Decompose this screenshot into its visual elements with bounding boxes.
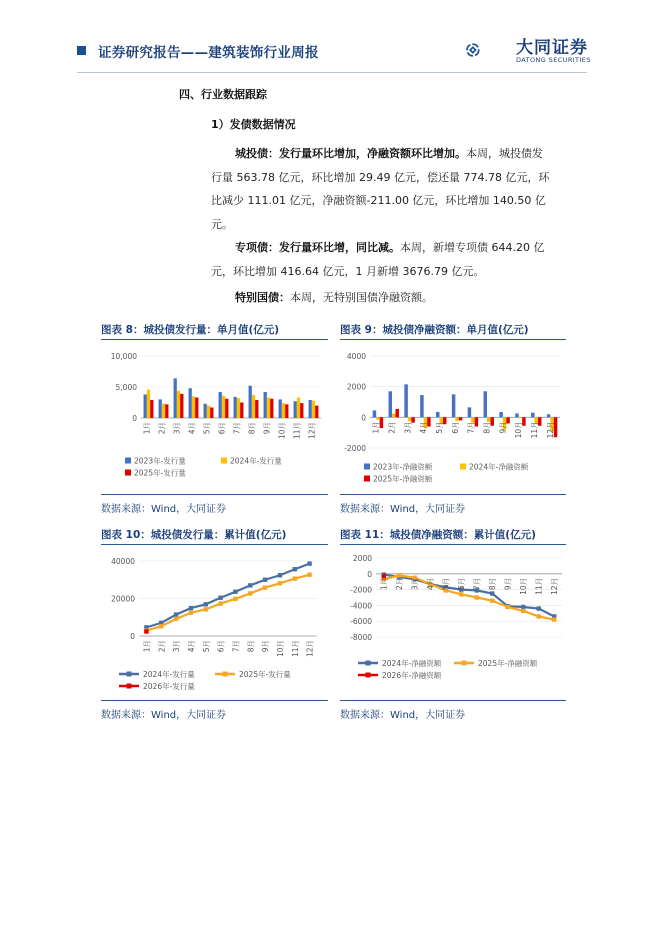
data-point xyxy=(233,597,237,601)
data-point xyxy=(218,601,222,605)
legend-label: 2024年-发行量 xyxy=(143,670,195,679)
x-tick-label: 2月 xyxy=(395,577,405,591)
data-point xyxy=(174,617,178,621)
data-point xyxy=(490,598,494,602)
paragraph-lead: 城投债：发行量环比增加，净融资额环比增加。 xyxy=(235,147,466,160)
legend-swatch xyxy=(221,458,227,464)
legend-label: 2026年-净融资额 xyxy=(382,671,442,680)
legend-swatch xyxy=(125,470,131,476)
bar xyxy=(237,398,240,418)
figure-8-rule xyxy=(101,339,328,340)
bar xyxy=(468,407,471,417)
data-point xyxy=(537,606,541,610)
bar xyxy=(373,410,376,417)
paragraph-body: 本周，无特别国债净融资额。 xyxy=(290,291,433,304)
x-tick-label: 9月 xyxy=(262,422,272,435)
y-tick-label: 0 xyxy=(367,569,372,579)
bar xyxy=(420,395,423,417)
legend-swatch-marker xyxy=(366,673,371,678)
data-point xyxy=(552,617,556,621)
legend-label: 2024年-净融资额 xyxy=(382,659,442,668)
x-tick-label: 6月 xyxy=(457,577,467,591)
figure-10-source: 数据来源：Wind，大同证券 xyxy=(101,710,227,721)
figure-11-source: 数据来源：Wind，大同证券 xyxy=(340,710,466,721)
x-tick-label: 10月 xyxy=(519,577,529,595)
legend-swatch xyxy=(460,464,466,470)
bar xyxy=(204,404,207,418)
bar xyxy=(499,412,502,417)
bar xyxy=(294,401,297,418)
x-tick-label: 6月 xyxy=(217,422,227,435)
x-tick-label: 1月 xyxy=(142,640,152,653)
data-point xyxy=(204,602,208,606)
data-point xyxy=(293,576,297,580)
figure-10-chart xyxy=(101,547,328,697)
bar xyxy=(459,417,462,420)
bar xyxy=(192,396,195,418)
legend-label: 2024年-净融资额 xyxy=(469,462,529,472)
bar xyxy=(159,399,162,418)
figure-8-chart xyxy=(101,342,328,492)
bar xyxy=(147,389,150,418)
figure-10-bottom-rule xyxy=(101,700,328,701)
bar xyxy=(376,417,379,419)
x-tick-label: 6月 xyxy=(450,421,460,434)
bar xyxy=(225,399,228,418)
legend-label: 2025年-净融资额 xyxy=(478,659,538,668)
legend-swatch xyxy=(125,458,131,464)
data-point xyxy=(307,561,311,565)
figure-11-bottom-rule xyxy=(340,700,566,701)
paragraph-zhuanxiang xyxy=(211,236,551,283)
bar xyxy=(264,392,267,418)
section-heading: 四、行业数据跟踪 xyxy=(179,88,267,101)
bar xyxy=(455,417,458,421)
legend-swatch xyxy=(364,476,370,482)
bar xyxy=(180,394,183,418)
data-point xyxy=(537,614,541,618)
x-tick-label: 5月 xyxy=(201,640,211,653)
bar xyxy=(312,401,315,418)
bar xyxy=(240,403,243,419)
x-tick-label: 7月 xyxy=(466,421,476,434)
data-point xyxy=(263,578,267,582)
x-tick-label: 11月 xyxy=(290,640,300,658)
x-tick-label: 12月 xyxy=(545,421,555,439)
legend-label: 2026年-发行量 xyxy=(143,682,195,691)
x-tick-label: 8月 xyxy=(246,640,256,653)
y-tick-label: 20000 xyxy=(111,594,135,604)
y-tick-label: 40000 xyxy=(111,557,135,566)
datong-logo-icon xyxy=(466,30,514,70)
y-tick-label: 2000 xyxy=(346,382,366,392)
data-point xyxy=(278,581,282,585)
x-tick-label: 9月 xyxy=(498,421,508,434)
bar xyxy=(282,403,285,418)
x-tick-label: 6月 xyxy=(216,640,226,653)
x-tick-label: 7月 xyxy=(232,422,242,435)
x-tick-label: 9月 xyxy=(261,640,271,653)
x-tick-label: 3月 xyxy=(172,640,182,653)
bar xyxy=(144,394,147,418)
bar xyxy=(255,400,258,418)
bar xyxy=(300,403,303,418)
y-tick-label: 2000 xyxy=(352,554,372,563)
bar xyxy=(484,391,487,417)
paragraph-lead: 特别国债： xyxy=(235,291,290,304)
logo-subtext: DATONG SECURITIES xyxy=(516,56,591,64)
x-tick-label: 3月 xyxy=(172,422,182,435)
bar xyxy=(487,417,490,422)
x-tick-label: 2月 xyxy=(157,422,167,435)
y-tick-label: 0 xyxy=(361,413,366,423)
data-point xyxy=(144,629,148,633)
x-tick-label: 10月 xyxy=(514,421,524,439)
bar xyxy=(408,417,411,421)
x-tick-label: 4月 xyxy=(187,422,197,435)
bar xyxy=(267,398,270,418)
data-point xyxy=(174,612,178,616)
figure-9-title: 图表 9：城投债净融资额：单月值(亿元) xyxy=(340,324,529,336)
y-tick-label: 10,000 xyxy=(110,352,137,361)
data-point xyxy=(159,624,163,628)
data-point xyxy=(263,585,267,589)
figure-8-source: 数据来源：Wind，大同证券 xyxy=(101,504,227,515)
bar xyxy=(222,396,225,418)
data-point xyxy=(189,611,193,615)
legend-swatch-marker xyxy=(127,672,132,677)
x-tick-label: 12月 xyxy=(305,640,315,658)
paragraph-body: 本周，城投债发行量 563.78 亿元，环比增加 29.49 亿元，偿还量 774.78 亿元，环比减少 111.01 亿元，净融资额-211.00 亿元，环比增加 140.50 亿元。 xyxy=(211,147,550,231)
subsection-heading: 1）发债数据情况 xyxy=(211,118,296,131)
x-tick-label: 1月 xyxy=(371,421,381,434)
data-point xyxy=(278,573,282,577)
figure-9-source: 数据来源：Wind，大同证券 xyxy=(340,504,466,515)
figure-11-rule xyxy=(340,544,566,545)
x-tick-label: 4月 xyxy=(419,421,429,434)
bar xyxy=(452,394,455,417)
header-divider xyxy=(77,72,587,73)
figure-8-bottom-rule xyxy=(101,494,328,495)
bar xyxy=(252,395,255,418)
data-point xyxy=(248,591,252,595)
paragraph-lead: 专项债：发行量环比增，同比减。 xyxy=(235,241,400,254)
data-point xyxy=(521,605,525,609)
bar xyxy=(279,399,282,418)
legend-label: 2025年-净融资额 xyxy=(373,474,433,484)
bar xyxy=(249,386,252,418)
x-tick-label: 5月 xyxy=(435,421,445,434)
x-tick-label: 2月 xyxy=(387,421,397,434)
x-tick-label: 10月 xyxy=(275,640,285,658)
data-point xyxy=(521,609,525,613)
x-tick-label: 7月 xyxy=(472,577,482,591)
series-line xyxy=(146,575,309,631)
x-tick-label: 5月 xyxy=(202,422,212,435)
bar xyxy=(195,398,198,418)
y-tick-label: 4000 xyxy=(346,352,366,361)
legend-label: 2024年-发行量 xyxy=(230,456,282,466)
bar xyxy=(234,397,237,418)
bar xyxy=(315,406,318,418)
y-tick-label: -4000 xyxy=(350,601,372,611)
bar xyxy=(392,414,395,418)
bar xyxy=(150,400,153,418)
x-tick-label: 11月 xyxy=(534,577,544,595)
data-point xyxy=(233,590,237,594)
bar xyxy=(547,414,550,417)
x-tick-label: 1月 xyxy=(379,577,389,591)
y-tick-label: -6000 xyxy=(350,617,372,627)
data-point xyxy=(506,605,510,609)
x-tick-label: 12月 xyxy=(550,577,560,595)
header-marker xyxy=(77,46,86,55)
paragraph-chengtou xyxy=(211,142,551,236)
bar xyxy=(519,417,522,418)
figure-10-title: 图表 10：城投债发行量：累计值(亿元) xyxy=(101,529,287,541)
x-tick-label: 8月 xyxy=(482,421,492,434)
figure-9-rule xyxy=(340,339,566,340)
x-tick-label: 8月 xyxy=(488,577,498,591)
figure-9-bottom-rule xyxy=(340,494,566,495)
bar xyxy=(207,406,210,418)
bar xyxy=(297,398,300,418)
bar xyxy=(436,412,439,417)
bar xyxy=(162,404,165,418)
data-point xyxy=(307,572,311,576)
legend-swatch-marker xyxy=(462,661,467,666)
paragraph-tebie xyxy=(211,286,551,310)
legend-label: 2023年-发行量 xyxy=(134,456,186,466)
figure-10-rule xyxy=(101,544,328,545)
x-tick-label: 3月 xyxy=(403,421,413,434)
legend-label: 2025年-发行量 xyxy=(134,468,186,478)
x-tick-label: 4月 xyxy=(186,640,196,653)
bar xyxy=(515,414,518,418)
x-tick-label: 7月 xyxy=(231,640,241,653)
y-tick-label: -2000 xyxy=(350,585,372,595)
x-tick-label: 12月 xyxy=(307,422,317,440)
legend-swatch-marker xyxy=(366,661,371,666)
x-tick-label: 1月 xyxy=(142,422,152,435)
series-line xyxy=(146,564,309,628)
x-tick-label: 10月 xyxy=(277,422,287,440)
y-tick-label: -2000 xyxy=(344,444,366,453)
bar xyxy=(165,404,168,418)
bar xyxy=(177,391,180,418)
legend-label: 2025年-发行量 xyxy=(239,670,291,679)
bar xyxy=(285,404,288,418)
data-point xyxy=(397,573,401,577)
report-title: 证券研究报告——建筑装饰行业周报 xyxy=(98,45,319,61)
data-point xyxy=(293,567,297,571)
x-tick-label: 11月 xyxy=(530,421,540,439)
bar xyxy=(389,391,392,417)
bar xyxy=(210,407,213,418)
x-tick-label: 8月 xyxy=(247,422,257,435)
data-point xyxy=(382,574,386,578)
bar xyxy=(174,378,177,418)
paragraph-body: 本周，新增专项债 644.20 亿元，环比增加 416.64 亿元，1 月新增 3676.79 亿元。 xyxy=(211,241,545,278)
bar xyxy=(219,392,222,418)
data-point xyxy=(475,595,479,599)
x-tick-label: 11月 xyxy=(292,422,302,440)
logo-text: 大同证券 xyxy=(516,38,588,58)
y-tick-label: 5,000 xyxy=(115,383,137,392)
bar xyxy=(404,384,407,417)
legend-swatch xyxy=(364,464,370,470)
x-tick-label: 4月 xyxy=(426,577,436,591)
data-point xyxy=(490,591,494,595)
x-tick-label: 5月 xyxy=(441,577,451,591)
data-point xyxy=(189,606,193,610)
figure-9-chart xyxy=(340,342,566,492)
legend-swatch-marker xyxy=(223,672,228,677)
figure-11-title: 图表 11：城投债净融资额：累计值(亿元) xyxy=(340,529,536,541)
y-tick-label: 0 xyxy=(130,632,135,641)
x-tick-label: 2月 xyxy=(157,640,167,653)
y-tick-label: -8000 xyxy=(350,633,372,642)
data-point xyxy=(248,583,252,587)
series-line xyxy=(384,575,555,619)
data-point xyxy=(459,592,463,596)
legend-label: 2023年-净融资额 xyxy=(373,462,433,472)
legend-swatch-marker xyxy=(127,684,132,689)
bar xyxy=(531,413,534,418)
bar xyxy=(309,400,312,418)
data-point xyxy=(204,607,208,611)
bar xyxy=(189,388,192,418)
bar xyxy=(395,409,398,417)
x-tick-label: 3月 xyxy=(410,577,420,591)
figure-8-title: 图表 8：城投债发行量：单月值(亿元) xyxy=(101,324,280,336)
y-tick-label: 0 xyxy=(132,414,137,423)
data-point xyxy=(218,596,222,600)
x-tick-label: 9月 xyxy=(503,577,513,591)
figure-11-chart xyxy=(340,547,566,697)
bar xyxy=(270,399,273,418)
